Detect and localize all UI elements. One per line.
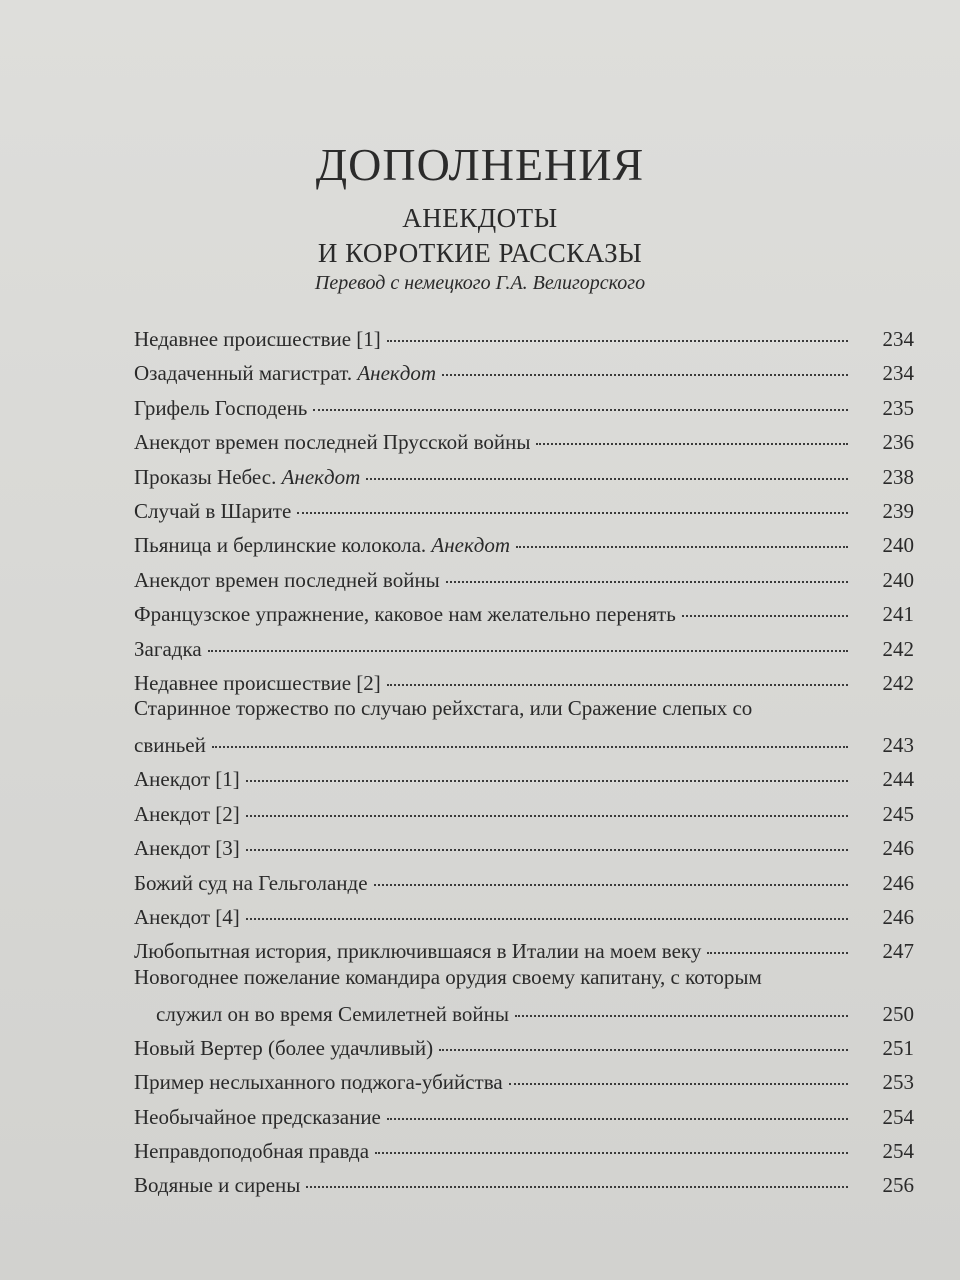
toc-entry[interactable] <box>134 322 914 356</box>
dot-leader <box>509 1083 848 1085</box>
toc-entry-title: Недавнее происшествие [1] <box>134 327 381 351</box>
dot-leader <box>246 849 848 851</box>
toc-entry-title: Водяные и сирены <box>134 1173 301 1198</box>
toc-page-number: 245 <box>882 801 914 826</box>
section-title-line1: АНЕКДОТЫ <box>402 203 558 233</box>
toc-entry-title: Анекдот [1] <box>134 767 240 792</box>
toc-entry-title: Проказы Небес. Анекдот <box>134 464 361 489</box>
toc-entry-title: Новый Вертер (более удачливый) <box>134 1035 434 1060</box>
toc-page-number: 234 <box>882 361 914 386</box>
toc-entry-title-line1: Новогоднее пожелание командира орудия своему капитану, с которым <box>134 964 762 989</box>
page-title: ДОПОЛНЕНИЯ <box>315 139 645 190</box>
dot-leader <box>536 443 848 445</box>
dot-leader <box>516 546 848 548</box>
toc-entry-title: Анекдот [2] <box>134 801 240 826</box>
dot-leader <box>208 650 848 652</box>
toc-page-number: 236 <box>882 430 914 455</box>
toc-entry[interactable] <box>134 494 914 528</box>
toc-entry[interactable] <box>134 666 914 700</box>
toc-entry-genre: Анекдот <box>357 361 437 386</box>
toc-entry[interactable] <box>134 425 914 459</box>
translator-credit: Перевод с немецкого Г.А. Велигорского <box>314 272 646 294</box>
dot-leader <box>297 512 848 514</box>
toc-entry[interactable] <box>134 900 914 934</box>
dot-leader <box>246 918 848 920</box>
toc-entry-title: Загадка <box>134 636 202 661</box>
toc-entry-title: Французское упражнение, каковое нам желательно перенять <box>134 602 676 627</box>
toc-page-number: 246 <box>882 905 914 929</box>
toc-entry-title: Неправдоподобная правда <box>134 1139 370 1163</box>
toc-page-number: 251 <box>882 1035 914 1060</box>
toc-entry-title: Анекдот времен последней войны <box>134 567 440 592</box>
toc-page-number: 234 <box>882 327 914 351</box>
toc-entry-title: Пример неслыханного поджога-убийства <box>134 1070 503 1095</box>
dot-leader <box>442 374 848 376</box>
toc-page-number: 244 <box>882 767 914 792</box>
toc-page-number: 239 <box>882 499 914 523</box>
toc-page-number: 253 <box>882 1070 914 1095</box>
toc-entry-title: Случай в Шарите <box>134 499 292 523</box>
dot-leader <box>246 815 848 817</box>
toc-entry-title: Необычайное предсказание <box>134 1104 381 1129</box>
toc-entry[interactable] <box>134 696 914 762</box>
toc-entry[interactable] <box>134 563 914 597</box>
toc-entry[interactable] <box>134 632 914 666</box>
toc-entry[interactable] <box>134 391 914 425</box>
dot-leader <box>387 1118 848 1120</box>
toc-entry[interactable] <box>134 866 914 900</box>
toc-page-number: 250 <box>882 1001 914 1026</box>
toc-entry-title: Грифель Господень <box>134 395 308 420</box>
dot-leader <box>387 684 848 686</box>
toc-entry[interactable] <box>134 1168 914 1202</box>
dot-leader <box>439 1049 848 1051</box>
toc-entry-title: служил он во время Семилетней войны <box>156 1001 509 1026</box>
dot-leader <box>212 746 848 748</box>
toc-entry-title: Анекдот [4] <box>134 905 240 929</box>
toc-page-number: 243 <box>882 733 914 758</box>
toc-entry[interactable] <box>134 831 914 865</box>
toc-entry-title-line1: Старинное торжество по случаю рейхстага, или Сражение слепых со <box>134 696 753 721</box>
dot-leader <box>374 884 848 886</box>
dot-leader <box>366 478 848 480</box>
toc-entry[interactable] <box>134 1100 914 1134</box>
toc-entry-title: свиньей <box>134 733 206 758</box>
toc-page-number: 240 <box>882 533 914 558</box>
toc-page-number: 241 <box>882 602 914 627</box>
dot-leader <box>682 615 848 617</box>
toc-entry-title: Пьяница и берлинские колокола. Анекдот <box>134 533 511 558</box>
toc-page-number: 238 <box>882 464 914 489</box>
dot-leader <box>446 581 848 583</box>
toc-entry[interactable] <box>134 1134 914 1168</box>
toc-entry[interactable] <box>134 356 914 390</box>
toc-entry[interactable] <box>134 934 914 968</box>
toc-entry[interactable] <box>134 762 914 796</box>
toc-entry[interactable] <box>134 460 914 494</box>
dot-leader <box>707 952 848 954</box>
dot-leader <box>515 1015 848 1017</box>
toc-entry-title: Любопытная история, приключившаяся в Италии на моем веку <box>134 939 702 964</box>
toc-entry[interactable] <box>134 964 914 1031</box>
toc-entry-title: Божий суд на Гельголанде <box>134 870 368 895</box>
dot-leader <box>306 1186 848 1188</box>
toc-entry[interactable] <box>134 797 914 831</box>
dot-leader <box>246 780 848 782</box>
toc-entry-genre: Анекдот <box>431 533 511 558</box>
toc-page-number: 246 <box>882 870 914 895</box>
toc-entry-title: Анекдот времен последней Прусской войны <box>134 430 531 455</box>
toc-page-number: 240 <box>882 567 914 592</box>
toc-page-number: 242 <box>882 671 914 695</box>
toc-entry-title: Анекдот [3] <box>134 836 240 861</box>
section-title-line2: И КОРОТКИЕ РАССКАЗЫ <box>317 238 643 268</box>
toc-page-number: 254 <box>882 1139 914 1163</box>
dot-leader <box>313 409 848 411</box>
toc-page-number: 247 <box>882 939 914 964</box>
toc-entry[interactable] <box>134 597 914 631</box>
toc-entry-genre: Анекдот <box>281 464 361 489</box>
toc-entry-title: Озадаченный магистрат. Анекдот <box>134 361 437 386</box>
toc-page-number: 242 <box>882 636 914 661</box>
toc-page-number: 256 <box>882 1173 914 1198</box>
toc-entry-title: Недавнее происшествие [2] <box>134 671 381 695</box>
dot-leader <box>375 1152 848 1154</box>
toc-page-number: 254 <box>882 1104 914 1129</box>
toc-entry[interactable] <box>134 528 914 562</box>
toc-page-number: 246 <box>882 836 914 861</box>
toc-page-number: 235 <box>882 395 914 420</box>
toc-entry[interactable] <box>134 1065 914 1099</box>
toc-entry[interactable] <box>134 1031 914 1065</box>
dot-leader <box>387 340 848 342</box>
